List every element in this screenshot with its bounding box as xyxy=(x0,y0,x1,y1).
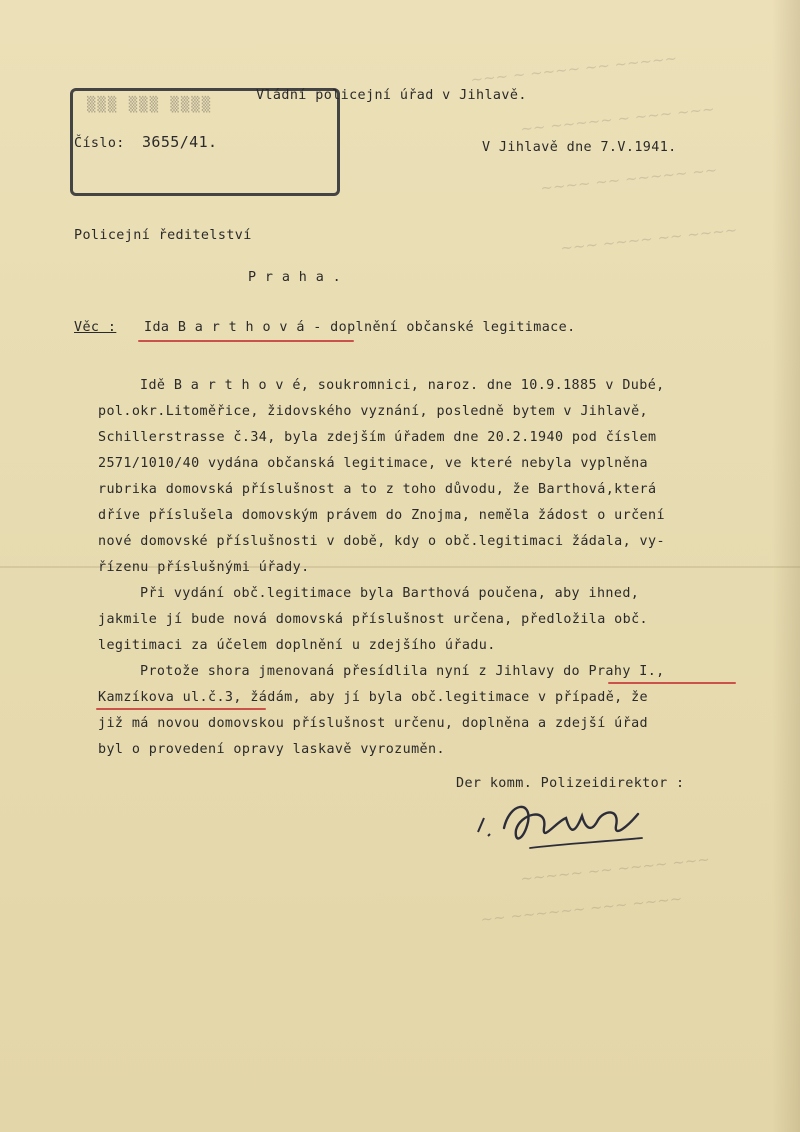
issuing-office: Vládní policejní úřad v Jihlavě. xyxy=(256,88,527,103)
body-line: byl o provedení opravy laskavě vyrozuměn. xyxy=(98,742,445,757)
recipient-city: P r a h a . xyxy=(248,270,342,285)
body-line: rubrika domovská příslušnost a to z toho důvodu, že Barthová,která xyxy=(98,482,657,497)
red-pencil-underline xyxy=(96,708,266,710)
stamp-faded-text: ▒▒▒ ▒▒▒ ▒▒▒▒ xyxy=(87,97,213,113)
recipient: Policejní ředitelství xyxy=(74,228,252,243)
red-pencil-underline xyxy=(138,340,354,342)
body-line: legitimaci za účelem doplnění u zdejšího úřadu. xyxy=(98,638,496,653)
body-line: pol.okr.Litoměřice, židovského vyznání, posledně bytem v Jihlavě, xyxy=(98,404,649,419)
show-through-handwriting: ~~~~ ~~ ~~~~~ ~~ xyxy=(539,160,719,198)
body-line: Při vydání obč.legitimace byla Barthová poučena, aby ihned, xyxy=(140,586,640,601)
body-line: Schillerstrasse č.34, byla zdejším úřadem dne 20.2.1940 pod číslem xyxy=(98,430,657,445)
reference-number: 3655/41. xyxy=(142,133,218,151)
body-line: nové domovské příslušnosti v době, kdy o obč.legitimaci žádala, vy- xyxy=(98,534,665,549)
show-through-handwriting: ~~~~~ ~~ ~~~~ ~~~ xyxy=(519,850,711,888)
signatory-title: Der komm. Polizeidirektor : xyxy=(456,776,685,791)
place-and-date: V Jihlavě dne 7.V.1941. xyxy=(482,140,677,155)
reference-label: Číslo: xyxy=(74,136,125,151)
body-line: dříve příslušela domovským právem do Znojma, neměla žádost o určení xyxy=(98,508,665,523)
body-line: Kamzíkova ul.č.3, žádám, aby jí byla obč.legitimace v případě, že xyxy=(98,690,649,705)
body-line: jakmile jí bude nová domovská příslušnost určena, předložila obč. xyxy=(98,612,649,627)
show-through-handwriting: ~~ ~~~~~~ ~~~ ~~~~ xyxy=(479,889,684,929)
show-through-handwriting: ~~ ~~~~~ ~ ~~~ ~~~ xyxy=(519,99,716,139)
subject-label: Věc : xyxy=(74,320,117,335)
body-line: 2571/1010/40 vydána občanská legitimace, ve které nebyla vyplněna xyxy=(98,456,649,471)
handwritten-signature xyxy=(470,792,660,862)
body-line: řízenu příslušnými úřady. xyxy=(98,560,310,575)
show-through-handwriting: ~~~ ~~~~ ~~ ~~~~ xyxy=(559,220,739,258)
red-pencil-underline xyxy=(608,682,736,684)
body-line: Idě B a r t h o v é, soukromnici, naroz. dne 10.9.1885 v Dubé, xyxy=(140,378,665,393)
body-line: Protože shora jmenovaná přesídlila nyní z Jihlavy do Prahy I., xyxy=(140,664,665,679)
body-line: již má novou domovskou příslušnost určenu, doplněna a zdejší úřad xyxy=(98,716,649,731)
subject-text: Ida B a r t h o v á - doplnění občanské legitimace. xyxy=(144,320,576,335)
show-through-handwriting: ~~~ ~ ~~~~ ~~ ~~~~~ xyxy=(469,49,678,89)
